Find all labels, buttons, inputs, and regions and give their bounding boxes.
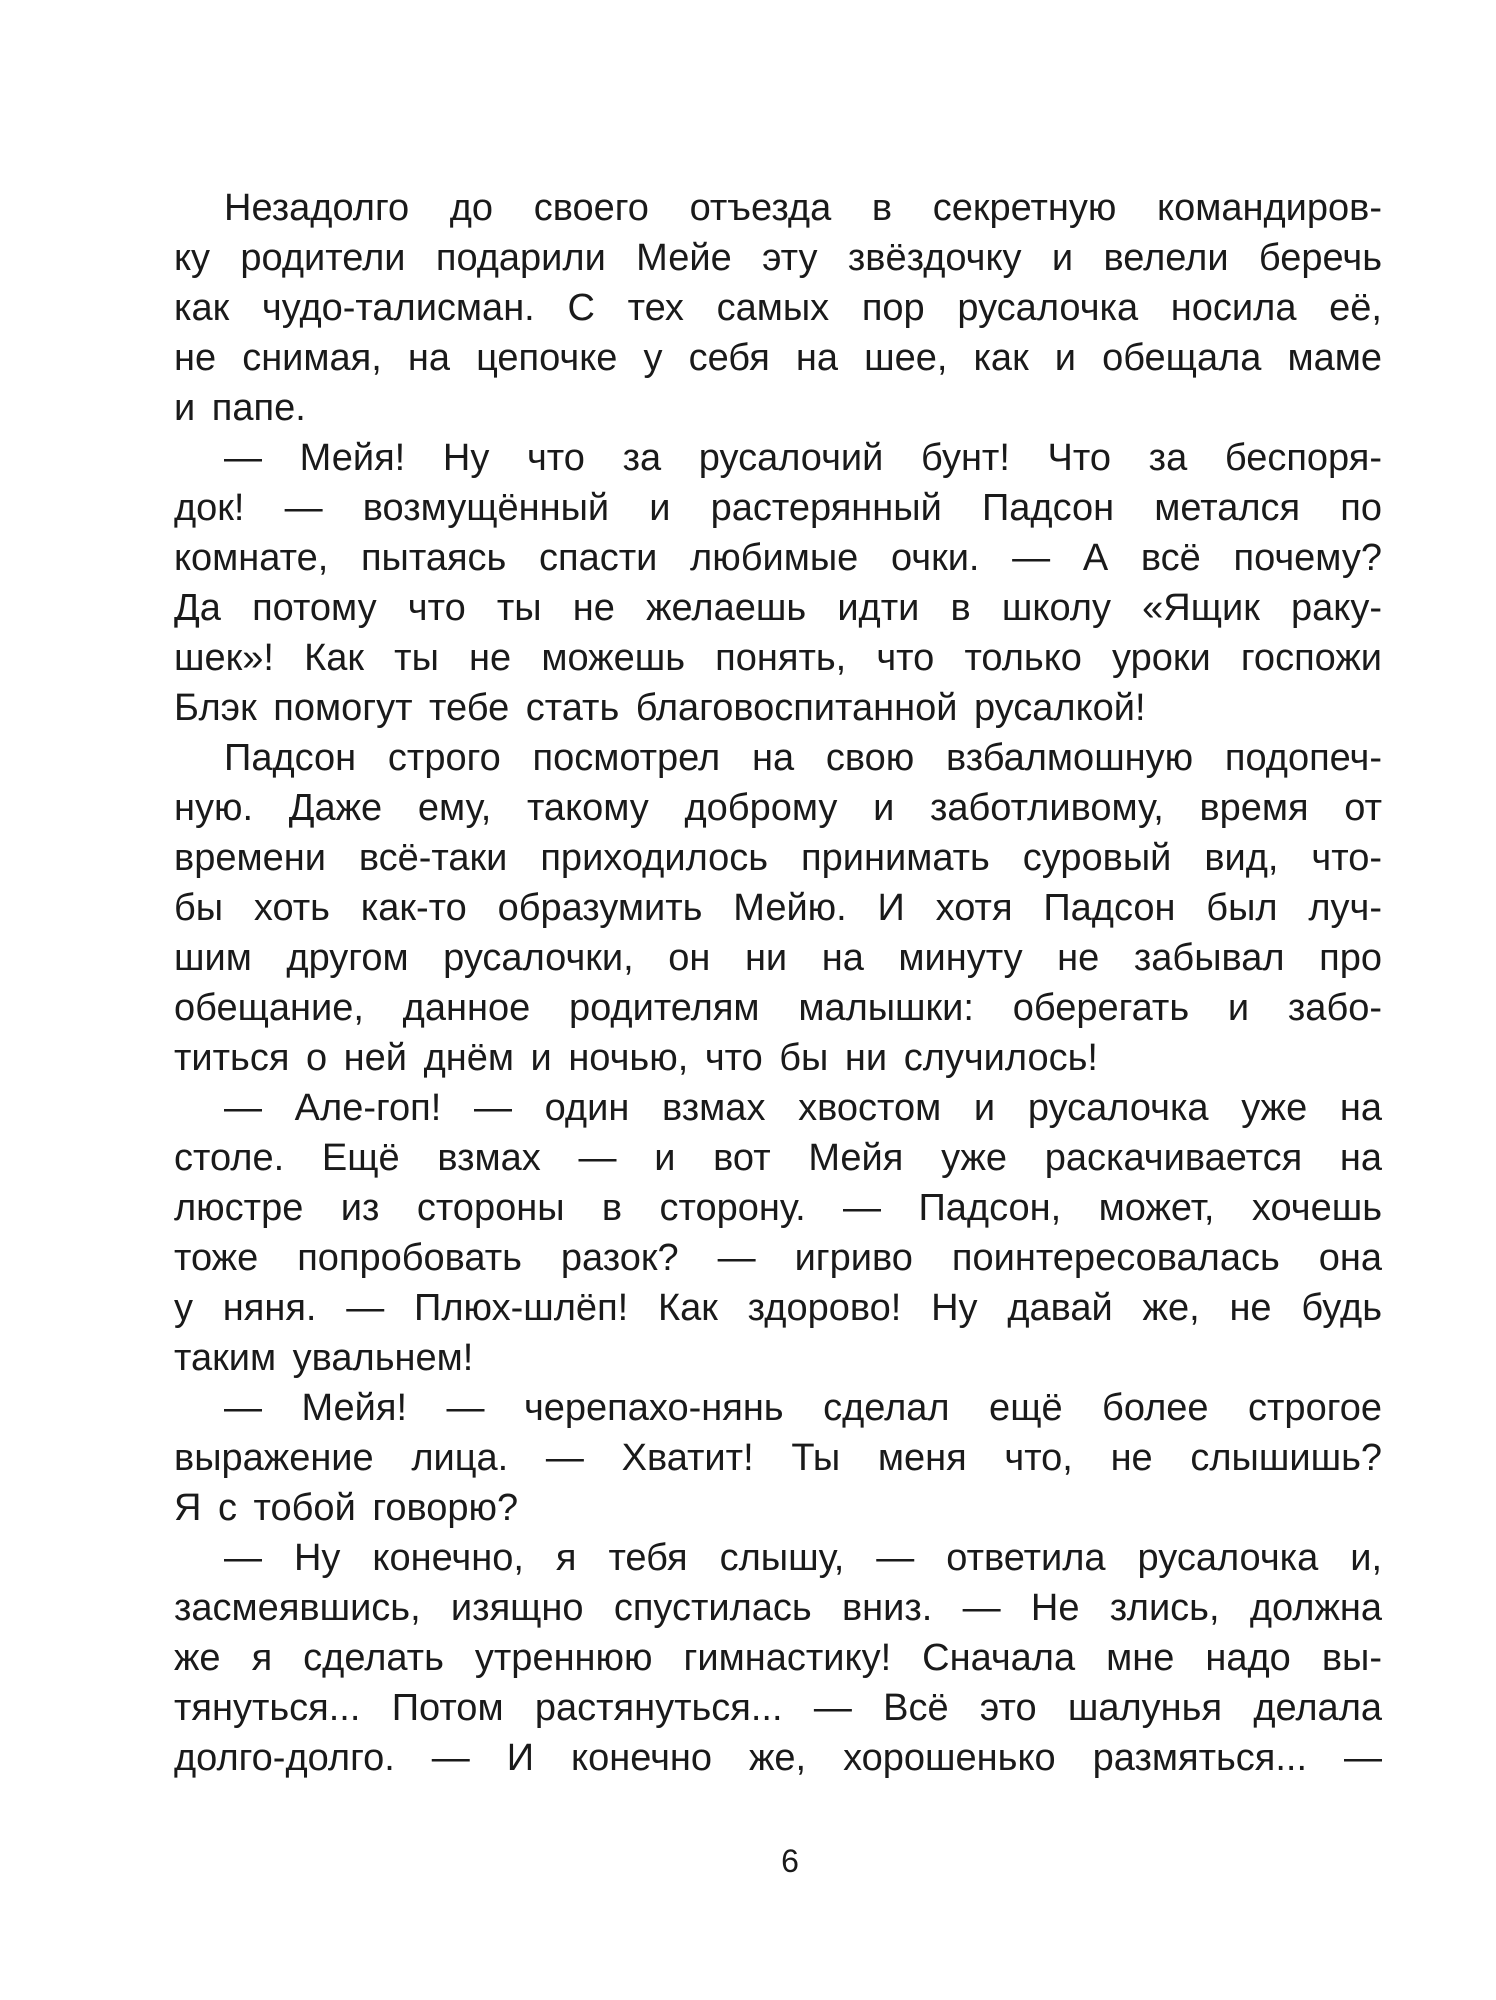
text-line: док! — возмущённый и растерянный Падсон метался по — [174, 487, 1382, 529]
text-line: шим другом русалочки, он ни на минуту не забывал про — [174, 937, 1382, 979]
text-line: обещание, данное родителям малышки: оберегать и забо- — [174, 987, 1382, 1029]
text-line: у няня. — Плюх-шлёп! Как здорово! Ну давай же, не будь — [174, 1287, 1382, 1329]
text-line: не снимая, на цепочке у себя на шее, как и обещала маме — [174, 337, 1382, 379]
text-line: столе. Ещё взмах — и вот Мейя уже раскачивается на — [174, 1137, 1382, 1179]
text-line: таким увальнем! — [174, 1337, 474, 1379]
text-line: засмеявшись, изящно спустилась вниз. — Не злись, должна — [174, 1587, 1382, 1629]
text-line: люстре из стороны в сторону. — Падсон, может, хочешь — [174, 1187, 1382, 1229]
text-line: и папе. — [174, 387, 306, 429]
text-line: Падсон строго посмотрел на свою взбалмошную подопеч- — [224, 737, 1382, 779]
text-line: Блэк помогут тебе стать благовоспитанной русалкой! — [174, 687, 1146, 729]
text-line: как чудо-талисман. С тех самых пор русалочка носила её, — [174, 287, 1382, 329]
text-line: времени всё-таки приходилось принимать суровый вид, что- — [174, 837, 1382, 879]
text-line: — Мейя! Ну что за русалочий бунт! Что за беспоря- — [224, 437, 1382, 479]
text-line: тоже попробовать разок? — игриво поинтересовалась она — [174, 1237, 1382, 1279]
text-line: — Але-гоп! — один взмах хвостом и русалочка уже на — [224, 1087, 1382, 1129]
text-line: Да потому что ты не желаешь идти в школу «Ящик раку- — [174, 587, 1382, 629]
text-line: — Ну конечно, я тебя слышу, — ответила русалочка и, — [224, 1537, 1382, 1579]
text-line: же я сделать утреннюю гимнастику! Сначала мне надо вы- — [174, 1637, 1382, 1679]
text-line: Я с тобой говорю? — [174, 1487, 519, 1529]
text-line: титься о ней днём и ночью, что бы ни случилось! — [174, 1037, 1098, 1079]
text-line: шек»! Как ты не можешь понять, что только уроки госпожи — [174, 637, 1382, 679]
text-line: комнате, пытаясь спасти любимые очки. — А всё почему? — [174, 537, 1382, 579]
text-line: ку родители подарили Мейе эту звёздочку и велели беречь — [174, 237, 1382, 279]
text-line: бы хоть как-то образумить Мейю. И хотя Падсон был луч- — [174, 887, 1382, 929]
text-line: — Мейя! — черепахо-нянь сделал ещё более строгое — [224, 1387, 1382, 1429]
text-line: тянуться... Потом растянуться... — Всё это шалунья делала — [174, 1687, 1382, 1729]
text-line: Незадолго до своего отъезда в секретную командиров- — [224, 187, 1382, 229]
text-line: ную. Даже ему, такому доброму и заботливому, время от — [174, 787, 1382, 829]
body-text — [174, 183, 1382, 1783]
text-line: выражение лица. — Хватит! Ты меня что, не слышишь? — [174, 1437, 1382, 1479]
text-line: долго-долго. — И конечно же, хорошенько размяться... — — [174, 1737, 1382, 1779]
page-number: 6 — [781, 1843, 799, 1879]
